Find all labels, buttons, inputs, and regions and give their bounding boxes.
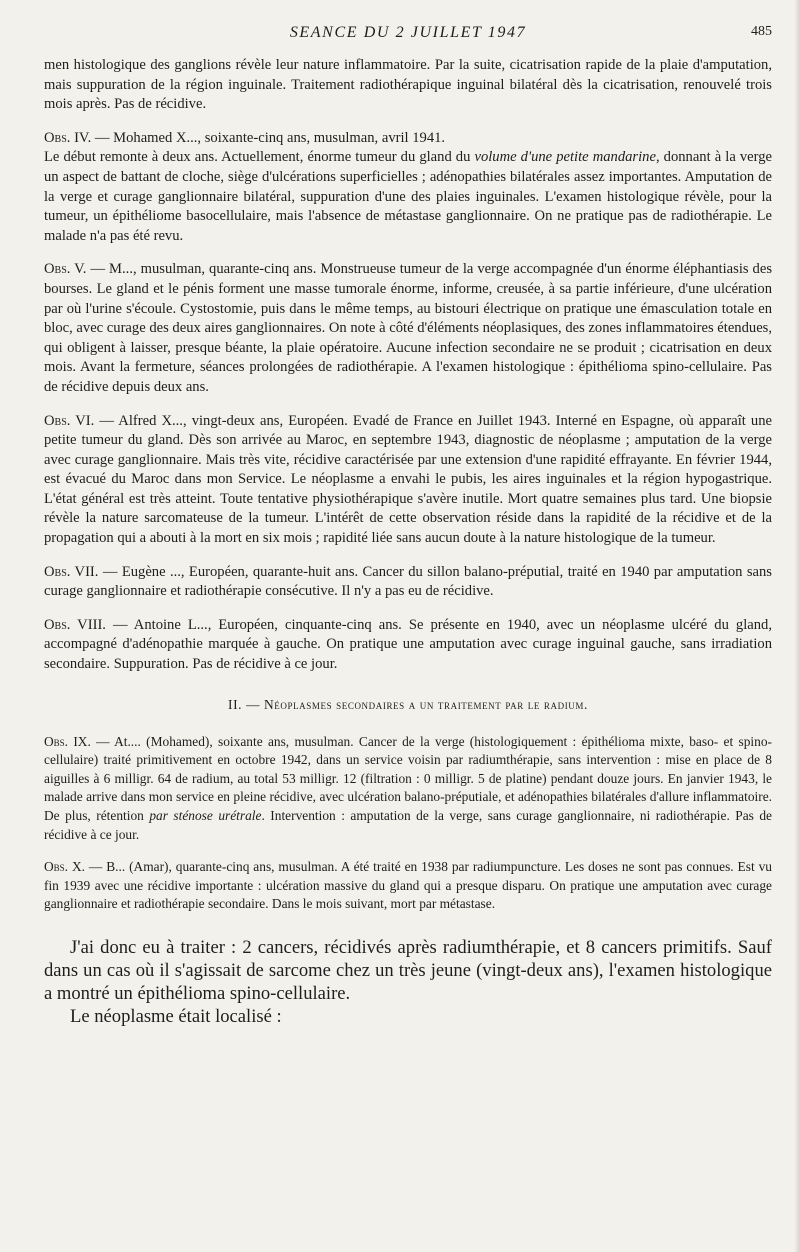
observation-5 [44,260,772,397]
conclusion-paragraph: Le néoplasme était localisé : [70,1005,282,1027]
observation-italic: volume d'une petite mandarine [474,149,656,166]
observation-text: Le début remonte à deux ans. Actuellement, énorme tumeur du gland du [44,149,475,166]
observation-6 [44,412,772,549]
page-number: 485 [751,24,772,39]
page-content [44,56,772,1028]
page-header [44,24,772,44]
section-title: Néoplasmes secondaires a un traitement par le radium. [264,696,588,712]
section-dash: — [242,696,265,712]
section-heading [44,697,772,713]
observation-label: Obs. IX. [44,733,91,749]
observation-7 [44,563,772,602]
paragraph-text: men histologique des ganglions révèle leur nature inflammatoire. Par la suite, cicatrisation rapide de la plaie d'amputation, mais suppuration de la région inguinale. Traitement radiothérapique inguinal bilatéral dès la cicatrisation, renouvelé trois mois après. Pas de récidive. [44,57,772,113]
observation-text: — B... (Amar), quarante-cinq ans, musulman. A été traité en 1938 par radiumpuncture. Les doses ne sont pas connues. Est vu fin 1939 avec une récidive importante : ulcération massive du gland qui a presque disparu. On pratique une amputation avec curage ganglionnaire et radiothérapie secondaire. Dans le mois suivant, mort par métastase. [44,859,772,912]
observation-8 [44,616,772,675]
observation-4-body [44,148,772,246]
observation-9 [44,733,772,845]
observation-text: — Antoine L..., Européen, cinquante-cinq ans. Se présente en 1940, avec un néoplasme ulcéré du gland, accompagné d'adénopathie marquée à gauche. On pratique une amputation avec curage inguinal gauche, sans irradiation secondaire. Suppuration. Pas de récidive à ce jour. [44,616,772,673]
observation-label: Obs. VII. [44,563,99,580]
observation-label: Obs. X. [44,859,85,875]
small-print-observations [44,733,772,914]
observation-text: — Eugène ..., Européen, quarante-huit ans. Cancer du sillon balano-préputial, traité en 1940 par amputation sans curage ganglionnaire et radiothérapie consécutive. Il n'y a pas eu de récidive. [44,563,772,600]
observation-text: — At.... (Mohamed), soixante ans, musulman. Cancer de la verge (histologiquement : épithélioma mixte, baso- et spino-cellulaire) traité primitivement en octobre 1942, dans un service voisin par radiumthérapie, sans intervention : mise en place de 8 aiguilles à 6 milligr. 64 de radium, au total 53 milligr. 12 (filtration : 0 milligr. 5 de platine) pendant douze jours. En janvier 1943, le malade arrive dans mon service en pleine récidive, avec ulcération balano-préputiale, et adénopathies bilatérales d'allure inflammatoire. De plus, rétention [44,733,772,823]
observation-label: Obs. IV. [44,129,92,146]
conclusion-block [44,936,772,1028]
observation-label: Obs. VIII. [44,616,106,633]
observation-text: — Alfred X..., vingt-deux ans, Européen. Evadé de France en Juillet 1943. Interné en Espagne, où apparaît une petite tumeur du gland. Dès son arrivée au Maroc, en septembre 1943, diagnostic de néoplasme ; amputation de la verge avec curage ganglionnaire. Mais très vite, récidive caractérisée par une extension d'une rapidité effrayante. En février 1944, est évacué du Maroc dans mon Service. Le néoplasme a envahi le pubis, les aires inguinales et la région hypogastrique. L'état général est très atteint. Toute tentative physiothérapique s'avère inutile. Mort quatre semaines plus tard. Une biopsie révèle la nature sarcomateuse de la tumeur. L'intérêt de cette observation réside dans la rapidité de la récidive et de la propagation qui a abouti à la mort en six mois ; rapidité liée sans aucun doute à la nature histologique de la tumeur. [44,412,772,547]
running-title: SEANCE DU 2 JUILLET 1947 [289,24,527,41]
section-number: II. [228,696,243,712]
observation-text: . Intervention : amputation de la verge, sans curage ganglionnaire, ni radiothérapie. Pas de récidive à ce jour. [44,808,772,842]
observation-label: Obs. VI. [44,412,95,429]
page-edge-shadow [794,0,800,1252]
observation-text: — Mohamed X..., soixante-cinq ans, musulman, avril 1941. [91,129,446,146]
observation-label: Obs. V. [44,261,87,278]
observation-4-header [44,129,772,149]
conclusion-paragraph: J'ai donc eu à traiter : 2 cancers, récidivés après radiumthérapie, et 8 cancers primitifs. Sauf dans un cas où il s'agissait de sarcome chez un très jeune (vingt-deux ans), l'examen histologique a montré un épithélioma spino-cellulaire. [44,936,772,1004]
observation-italic: par sténose urétrale [149,808,262,823]
observation-text: — M..., musulman, quarante-cinq ans. Monstrueuse tumeur de la verge accompagnée d'un énorme éléphantiasis des bourses. Le gland et le pénis forment une masse tumorale énorme, informe, creusée, à sa partie inférieure, d'une ulcération par où l'urine s'écoule. Cystostomie, puis dans le même temps, au bistouri électrique on pratique une émasculation totale en bloc, avec curage des deux aires ganglionnaires. On note à côté d'éléments néoplasiques, des zones inflammatoires étendues, qui obligent à laisser, presque béante, la plaie opératoire. Aucune infection secondaire ne se produit ; cicatrisation en deux mois. Avant la fermeture, séances prolongées de radiothérapie. A l'examen histologique : épithélioma spino-cellulaire. Pas de récidive depuis deux ans. [44,261,773,395]
observation-10 [44,858,772,914]
paragraph-continuation [44,56,772,115]
observation-text: , donnant à la verge un aspect de battant de cloche, siège d'ulcérations superficielles ; adénopathies bilatérales assez importantes. Amputation de la verge et curage ganglionnaire bilatéral, suppuration d'une des plaies inguinales. L'examen histologique révèle, pour la tumeur, un épithéliome basocellulaire, mais l'absence de métastase ganglionnaire. On ne pratique pas de radiothérapie. Le malade n'a pas été revu. [44,149,772,244]
